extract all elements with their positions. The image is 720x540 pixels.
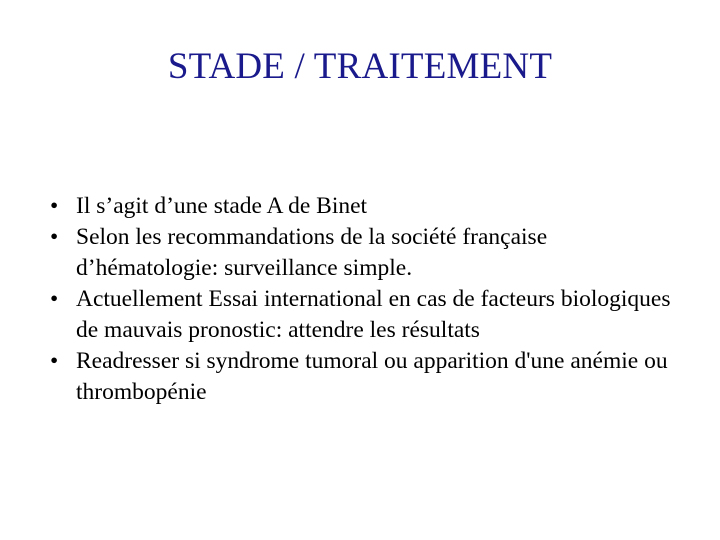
bullet-text: Readresser si syndrome tumoral ou apparition d'une anémie ou thrombopénie [76,348,668,405]
bullet-item [50,191,690,222]
bullet-text: Selon les recommandations de la société française d’hématologie: surveillance simple. [76,224,548,281]
bullet-icon: • [50,224,59,250]
bullet-item [50,284,690,346]
bullet-item [50,346,690,408]
bullet-icon: • [50,348,59,374]
bullet-icon: • [50,193,59,219]
bullet-item [50,222,690,284]
slide-title: STADE / TRAITEMENT [167,46,553,87]
bullet-list [50,191,690,408]
bullet-text: Il s’agit d’une stade A de Binet [76,193,368,219]
bullet-text: Actuellement Essai international en cas de facteurs biologiques de mauvais pronostic: attendre les résultats [76,286,671,343]
bullet-icon: • [50,286,59,312]
